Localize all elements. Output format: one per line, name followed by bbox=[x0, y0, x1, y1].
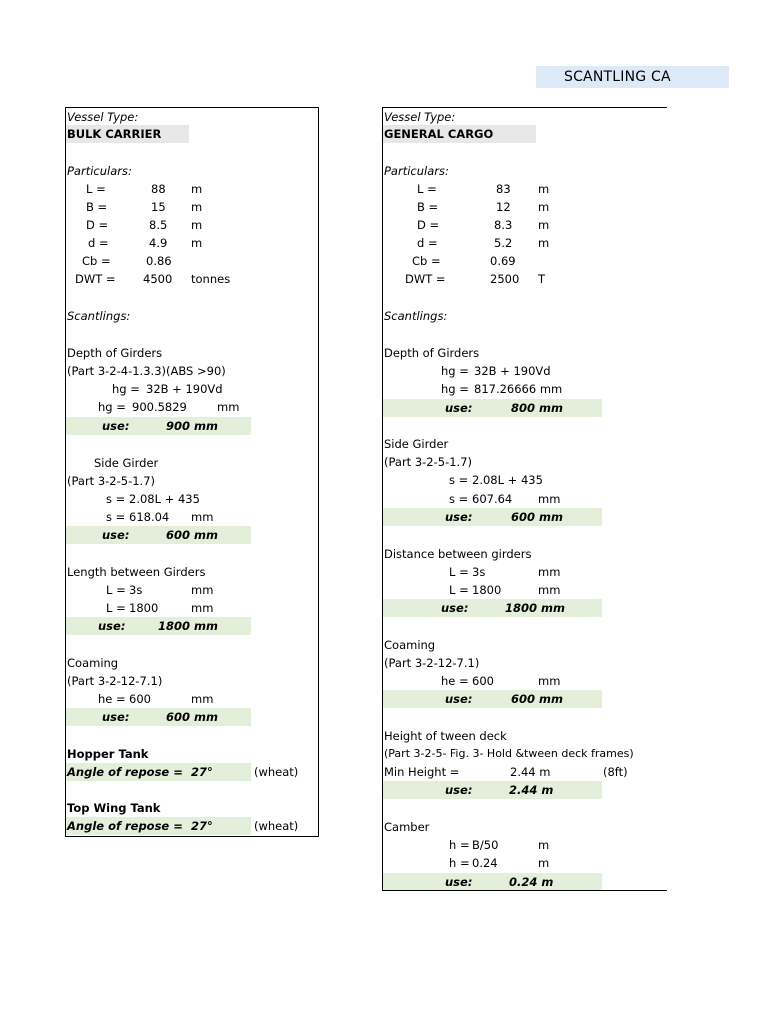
section-title: Distance between girders bbox=[384, 547, 532, 561]
particular-value[interactable]: 2500 bbox=[490, 272, 520, 286]
angle-note: (wheat) bbox=[254, 765, 299, 779]
formula-rhs: 3s bbox=[472, 565, 486, 579]
rule-reference: (Part 3-2-5- Fig. 3- Hold &tween deck frames) bbox=[384, 747, 634, 760]
use-label: use: bbox=[445, 401, 473, 415]
scantlings-label: Scantlings: bbox=[384, 309, 448, 323]
section-title: Depth of Girders bbox=[67, 346, 163, 360]
page-title: SCANTLING CA bbox=[536, 66, 729, 88]
min-height-label: Min Height = bbox=[384, 765, 460, 779]
formula-unit: mm bbox=[191, 510, 214, 524]
formula-unit: m bbox=[538, 838, 550, 852]
particular-value[interactable]: 4.9 bbox=[149, 236, 168, 250]
particular-name: Cb = bbox=[82, 254, 111, 268]
use-value[interactable]: 1800 mm bbox=[158, 619, 218, 633]
formula-result: 607.64 bbox=[472, 492, 513, 506]
use-label: use: bbox=[445, 510, 473, 524]
min-height-note: (8ft) bbox=[603, 765, 628, 779]
section-title: Height of tween deck bbox=[384, 729, 507, 743]
particular-name: L = bbox=[417, 182, 437, 196]
use-label: use: bbox=[98, 619, 126, 633]
use-value[interactable]: 600 mm bbox=[511, 510, 563, 524]
formula-unit: mm bbox=[191, 583, 214, 597]
angle-value[interactable]: 27° bbox=[191, 819, 213, 833]
section-title: Hopper Tank bbox=[67, 747, 149, 761]
use-label: use: bbox=[441, 601, 469, 615]
particular-name: Cb = bbox=[412, 254, 441, 268]
formula-lhs: h = bbox=[449, 856, 470, 870]
section-title: Coaming bbox=[67, 656, 119, 670]
formula-lhs: L = bbox=[449, 583, 469, 597]
formula-unit: mm bbox=[538, 583, 561, 597]
use-value[interactable]: 900 mm bbox=[166, 419, 218, 433]
particular-value[interactable]: 0.86 bbox=[146, 254, 172, 268]
particular-name: B = bbox=[417, 200, 439, 214]
formula-lhs: hg = bbox=[112, 382, 140, 396]
use-label: use: bbox=[102, 528, 130, 542]
formula-rhs: 2.08L + 435 bbox=[129, 492, 200, 506]
use-label: use: bbox=[445, 875, 473, 889]
particular-name: DWT = bbox=[75, 272, 116, 286]
formula-unit: mm bbox=[191, 601, 214, 615]
formula-lhs: s = bbox=[106, 510, 126, 524]
formula-lhs: hg = bbox=[441, 382, 469, 396]
particular-value[interactable]: 88 bbox=[151, 182, 166, 196]
particular-name: DWT = bbox=[405, 272, 446, 286]
use-label: use: bbox=[445, 783, 473, 797]
particular-name: d = bbox=[417, 236, 438, 250]
angle-value[interactable]: 27° bbox=[191, 765, 213, 779]
formula-result: 600 bbox=[129, 692, 151, 706]
particular-value[interactable]: 12 bbox=[496, 200, 511, 214]
vessel-type-value[interactable]: BULK CARRIER bbox=[67, 127, 162, 141]
particular-unit: m bbox=[191, 182, 203, 196]
particular-unit: m bbox=[538, 218, 550, 232]
section-title: Depth of Girders bbox=[384, 346, 480, 360]
particular-name: D = bbox=[417, 218, 440, 232]
use-value[interactable]: 600 mm bbox=[166, 710, 218, 724]
particular-value[interactable]: 5.2 bbox=[494, 236, 513, 250]
use-label: use: bbox=[445, 692, 473, 706]
section-title: Top Wing Tank bbox=[67, 801, 161, 815]
particular-name: D = bbox=[86, 218, 109, 232]
rule-reference: (Part 3-2-5-1.7) bbox=[67, 474, 156, 488]
rule-reference: (Part 3-2-4-1.3.3)(ABS >90) bbox=[67, 364, 226, 378]
formula-unit: mm bbox=[538, 565, 561, 579]
particular-value[interactable]: 8.3 bbox=[494, 218, 513, 232]
rule-reference: (Part 3-2-5-1.7) bbox=[384, 455, 473, 469]
formula-lhs: he = bbox=[441, 674, 469, 688]
use-label: use: bbox=[102, 710, 130, 724]
formula-lhs: s = bbox=[449, 492, 469, 506]
section-title: Side Girder bbox=[384, 437, 449, 451]
section-title: Camber bbox=[384, 820, 430, 834]
formula-result: 0.24 bbox=[472, 856, 498, 870]
formula-unit: mm bbox=[538, 492, 561, 506]
formula-unit: mm bbox=[538, 674, 561, 688]
bulk-carrier-panel bbox=[65, 107, 319, 837]
formula-result: 618.04 bbox=[129, 510, 170, 524]
particular-name: L = bbox=[86, 182, 106, 196]
particular-unit: m bbox=[191, 200, 203, 214]
particular-unit: m bbox=[538, 182, 550, 196]
particular-unit: T bbox=[538, 272, 546, 286]
particulars-label: Particulars: bbox=[384, 164, 449, 178]
formula-unit: m bbox=[538, 856, 550, 870]
vessel-type-value[interactable]: GENERAL CARGO bbox=[384, 127, 494, 141]
use-value[interactable]: 600 mm bbox=[166, 528, 218, 542]
particulars-label: Particulars: bbox=[67, 164, 132, 178]
particular-unit: m bbox=[538, 200, 550, 214]
particular-name: B = bbox=[86, 200, 108, 214]
angle-label: Angle of repose = bbox=[67, 819, 183, 833]
formula-result: 900.5829 bbox=[132, 400, 187, 414]
particular-value[interactable]: 0.69 bbox=[490, 254, 516, 268]
formula-rhs: 3s bbox=[129, 583, 143, 597]
angle-note: (wheat) bbox=[254, 819, 299, 833]
scantlings-label: Scantlings: bbox=[67, 309, 131, 323]
formula-result: 600 bbox=[472, 674, 494, 688]
section-title: Length between Girders bbox=[67, 565, 206, 579]
min-height-value: 2.44 m bbox=[510, 765, 551, 779]
formula-lhs: L = bbox=[106, 601, 126, 615]
rule-reference: (Part 3-2-12-7.1) bbox=[384, 656, 480, 670]
formula-result: 1800 bbox=[129, 601, 159, 615]
use-value[interactable]: 800 mm bbox=[511, 401, 563, 415]
use-value[interactable]: 0.24 m bbox=[509, 875, 554, 889]
formula-lhs: hg = bbox=[441, 364, 469, 378]
particular-unit: m bbox=[191, 236, 203, 250]
formula-lhs: s = bbox=[106, 492, 126, 506]
formula-result: 817.26666 mm bbox=[474, 382, 563, 396]
angle-label: Angle of repose = bbox=[67, 765, 183, 779]
particular-name: d = bbox=[88, 236, 109, 250]
formula-lhs: L = bbox=[449, 565, 469, 579]
vessel-type-label: Vessel Type: bbox=[67, 110, 139, 124]
use-value[interactable]: 2.44 m bbox=[509, 783, 554, 797]
use-value[interactable]: 1800 mm bbox=[505, 601, 565, 615]
vessel-type-label: Vessel Type: bbox=[384, 110, 456, 124]
formula-lhs: he = bbox=[98, 692, 126, 706]
general-cargo-panel bbox=[382, 107, 667, 891]
formula-result: 1800 bbox=[472, 583, 502, 597]
formula-rhs: 2.08L + 435 bbox=[472, 473, 543, 487]
section-title: Side Girder bbox=[94, 456, 159, 470]
formula-unit: mm bbox=[217, 400, 240, 414]
use-value[interactable]: 600 mm bbox=[511, 692, 563, 706]
formula-lhs: L = bbox=[106, 583, 126, 597]
particular-unit: m bbox=[191, 218, 203, 232]
particular-unit: tonnes bbox=[191, 272, 231, 286]
section-title: Coaming bbox=[384, 638, 436, 652]
particular-unit: m bbox=[538, 236, 550, 250]
formula-rhs: 32B + 190Vd bbox=[474, 364, 551, 378]
rule-reference: (Part 3-2-12-7.1) bbox=[67, 674, 163, 688]
formula-lhs: s = bbox=[449, 473, 469, 487]
formula-unit: mm bbox=[191, 692, 214, 706]
formula-rhs: B/50 bbox=[472, 838, 499, 852]
formula-rhs: 32B + 190Vd bbox=[146, 382, 223, 396]
particular-value[interactable]: 15 bbox=[151, 200, 166, 214]
formula-lhs: hg = bbox=[98, 400, 126, 414]
particular-value[interactable]: 4500 bbox=[143, 272, 173, 286]
particular-value[interactable]: 83 bbox=[496, 182, 511, 196]
formula-lhs: h = bbox=[449, 838, 470, 852]
particular-value[interactable]: 8.5 bbox=[149, 218, 168, 232]
use-label: use: bbox=[102, 419, 130, 433]
